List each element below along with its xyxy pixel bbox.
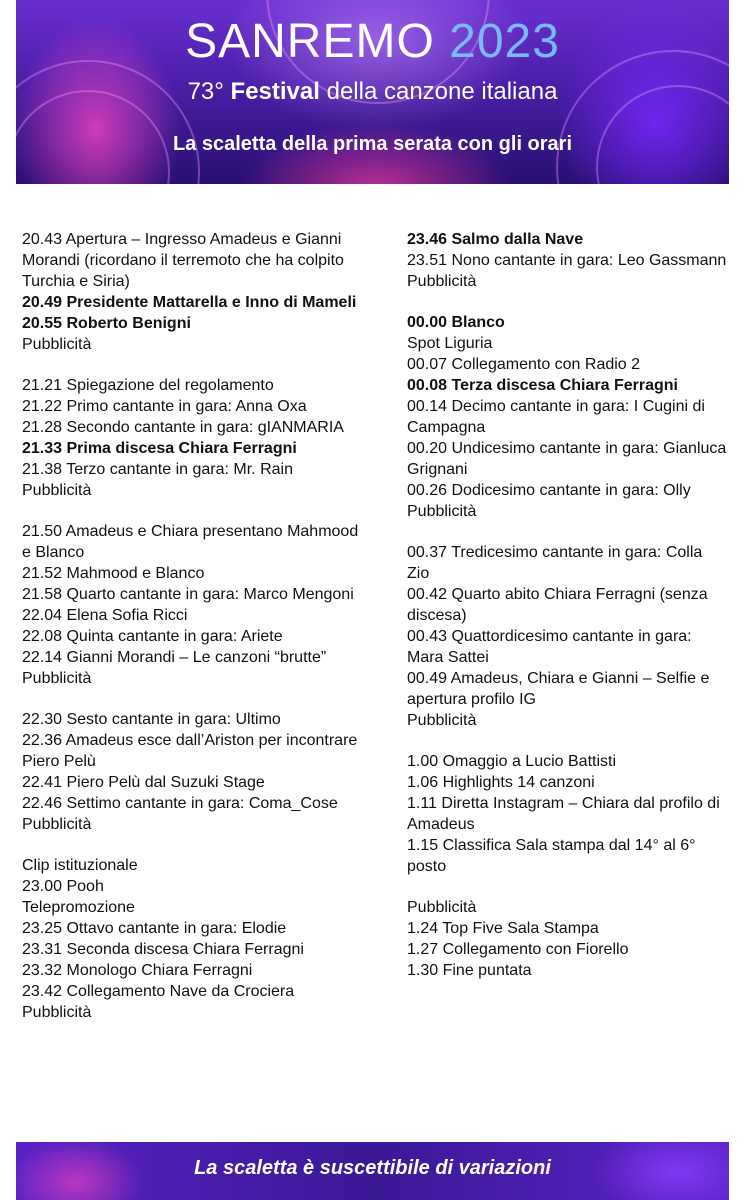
schedule-entry: 00.14 Decimo cantante in gara: I Cugini di Campagna — [407, 398, 705, 436]
schedule-entry: 00.08 Terza discesa Chiara Ferragni — [407, 377, 678, 394]
schedule-entry: 23.51 Nono cantante in gara: Leo Gassmann — [407, 252, 727, 269]
schedule-entry: 23.32 Monologo Chiara Ferragni — [22, 962, 253, 979]
section-spacer — [22, 355, 367, 375]
subtitle-bold: Festival — [230, 78, 320, 105]
schedule-entry: 1.27 Collegamento con Fiorello — [407, 941, 629, 958]
schedule-entry: 21.50 Amadeus e Chiara presentano Mahmood e Blanco — [22, 523, 359, 561]
schedule-entry: Pubblicità — [22, 816, 92, 833]
subtitle-prefix: 73° — [187, 78, 231, 105]
title-year: 2023 — [449, 15, 560, 68]
schedule-entry: 22.08 Quinta cantante in gara: Ariete — [22, 628, 283, 645]
section-spacer — [407, 731, 727, 751]
schedule-entry: 21.38 Terzo cantante in gara: Mr. Rain — [22, 461, 293, 478]
schedule-entry: Pubblicità — [22, 482, 92, 499]
schedule-entry: 22.30 Sesto cantante in gara: Ultimo — [22, 711, 281, 728]
schedule-entry: 00.49 Amadeus, Chiara e Gianni – Selfie e apertura profilo IG — [407, 670, 710, 708]
schedule-entry: 1.15 Classifica Sala stampa dal 14° al 6° posto — [407, 837, 696, 875]
schedule-entry: 20.49 Presidente Mattarella e Inno di Mameli — [22, 294, 357, 311]
schedule-entry: 21.28 Secondo cantante in gara: gIANMARIA — [22, 419, 344, 436]
schedule-tagline: La scaletta della prima serata con gli orari — [172, 133, 573, 155]
schedule-entry: 23.31 Seconda discesa Chiara Ferragni — [22, 941, 304, 958]
schedule-entry: Pubblicità — [22, 336, 92, 353]
schedule-entry: 00.43 Quattordicesimo cantante in gara: Mara Sattei — [407, 628, 692, 666]
schedule-entry: 22.14 Gianni Morandi – Le canzoni “brutte” — [22, 649, 327, 666]
schedule-entry: 00.00 Blanco — [407, 314, 505, 331]
section-spacer — [407, 877, 727, 897]
footer-banner — [16, 1142, 729, 1200]
schedule-entry: 20.43 Apertura – Ingresso Amadeus e Gianni Morandi (ricordano il terremoto che ha colpito Turchia e Siria) — [22, 231, 344, 290]
schedule-entry: 1.00 Omaggio a Lucio Battisti — [407, 753, 617, 770]
schedule-entry: 21.58 Quarto cantante in gara: Marco Mengoni — [22, 586, 354, 603]
schedule-entry: 1.06 Highlights 14 canzoni — [407, 774, 595, 791]
schedule-entry: 23.46 Salmo dalla Nave — [407, 231, 584, 248]
schedule-entry: 22.04 Elena Sofia Ricci — [22, 607, 188, 624]
schedule-entry: 00.20 Undicesimo cantante in gara: Gianluca Grignani — [407, 440, 727, 478]
schedule-entry: 00.26 Dodicesimo cantante in gara: Olly — [407, 482, 691, 499]
schedule-entry: 21.33 Prima discesa Chiara Ferragni — [22, 440, 297, 457]
schedule-entry: Pubblicità — [407, 712, 477, 729]
schedule-entry: 22.41 Piero Pelù dal Suzuki Stage — [22, 774, 265, 791]
festival-subtitle — [16, 78, 729, 106]
section-spacer — [407, 292, 727, 312]
schedule-entry: Pubblicità — [22, 1004, 92, 1021]
schedule-column-right — [407, 229, 727, 981]
schedule-entry: Pubblicità — [407, 503, 477, 520]
schedule-entry: Pubblicità — [407, 899, 477, 916]
schedule-entry: 21.21 Spiegazione del regolamento — [22, 377, 274, 394]
schedule-entry: 22.46 Settimo cantante in gara: Coma_Cose — [22, 795, 338, 812]
section-spacer — [22, 501, 367, 521]
header-banner — [16, 0, 729, 184]
schedule-entry: 1.24 Top Five Sala Stampa — [407, 920, 599, 937]
schedule-entry: 21.22 Primo cantante in gara: Anna Oxa — [22, 398, 307, 415]
schedule-entry: 23.00 Pooh — [22, 878, 104, 895]
schedule-entry: Telepromozione — [22, 899, 135, 916]
schedule-entry: 23.42 Collegamento Nave da Crociera — [22, 983, 295, 1000]
disclaimer-note: La scaletta è suscettibile di variazioni — [194, 1157, 551, 1179]
schedule-entry: 23.25 Ottavo cantante in gara: Elodie — [22, 920, 287, 937]
schedule-entry: 1.11 Diretta Instagram – Chiara dal profilo di Amadeus — [407, 795, 720, 833]
subtitle-rest: della canzone italiana — [319, 78, 558, 105]
schedule-entry: Pubblicità — [407, 273, 477, 290]
schedule-entry: Spot Liguria — [407, 335, 493, 352]
schedule-column-left — [22, 229, 367, 1023]
schedule-entry: 00.07 Collegamento con Radio 2 — [407, 356, 641, 373]
schedule-entry: Clip istituzionale — [22, 857, 138, 874]
schedule-entry: 21.52 Mahmood e Blanco — [22, 565, 205, 582]
schedule-entry: 1.30 Fine puntata — [407, 962, 532, 979]
schedule-entry: 00.42 Quarto abito Chiara Ferragni (senza discesa) — [407, 586, 708, 624]
section-spacer — [407, 522, 727, 542]
section-spacer — [22, 835, 367, 855]
section-spacer — [22, 689, 367, 709]
schedule-entry: 00.37 Tredicesimo cantante in gara: Colla Zio — [407, 544, 703, 582]
title-word: SANREMO — [185, 15, 435, 68]
schedule-entry: 20.55 Roberto Benigni — [22, 315, 191, 332]
schedule-entry: Pubblicità — [22, 670, 92, 687]
schedule-entry: 22.36 Amadeus esce dall’Ariston per incontrare Piero Pelù — [22, 732, 358, 770]
page-title — [16, 14, 729, 69]
